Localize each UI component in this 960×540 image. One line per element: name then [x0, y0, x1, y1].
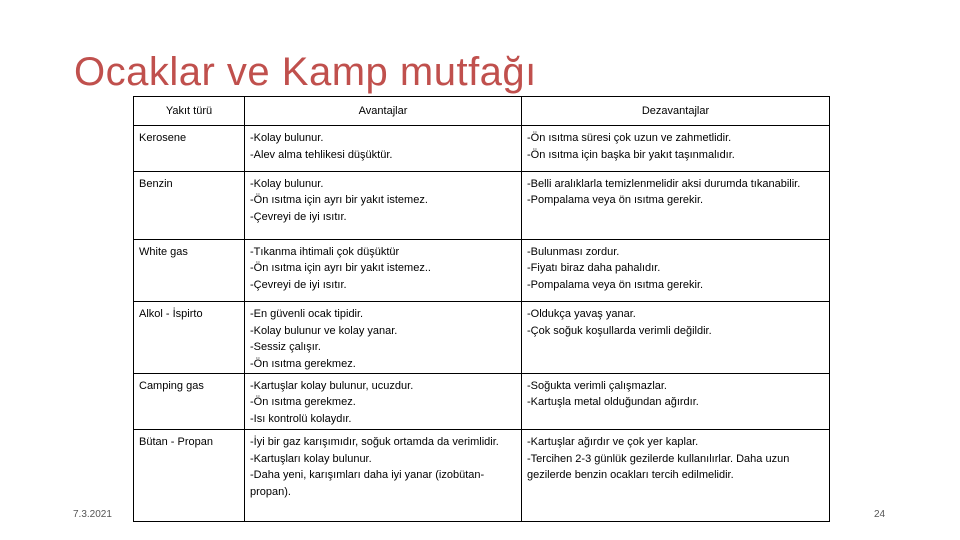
disadvantage-item: -Oldukça yavaş yanar.: [527, 308, 636, 321]
advantages-cell: [245, 430, 522, 522]
advantage-item: -Ön ısıtma için ayrı bir yakıt istemez..: [250, 262, 431, 275]
table-row: [134, 239, 830, 301]
disadvantage-item: -Pompalama veya ön ısıtma gerekir.: [527, 278, 704, 291]
fuel-type-cell: Camping gas: [134, 373, 245, 429]
advantages-cell: [245, 373, 522, 429]
disadvantage-item: -Bulunması zordur.: [527, 245, 620, 258]
advantage-item: -Kolay bulunur.: [250, 132, 324, 145]
advantage-item: -Çevreyi de iyi ısıtır.: [250, 278, 347, 291]
advantage-item: -Kolay bulunur.: [250, 177, 324, 190]
disadvantages-cell: [522, 302, 830, 374]
table-row: [134, 302, 830, 374]
header-advantages: Avantajlar: [245, 97, 522, 126]
disadvantage-item: -Ön ısıtma süresi çok uzun ve zahmetlidir.: [527, 132, 732, 145]
advantage-item: -Kartuşlar kolay bulunur, ucuzdur.: [250, 379, 414, 392]
disadvantage-item: -Çok soğuk koşullarda verimli değildir.: [527, 324, 712, 337]
disadvantage-item: -Pompalama veya ön ısıtma gerekir.: [527, 194, 704, 207]
table-row: [134, 126, 830, 171]
advantage-item: -Ön ısıtma için ayrı bir yakıt istemez.: [250, 194, 428, 207]
disadvantage-item: -Belli aralıklarla temizlenmelidir aksi durumda tıkanabilir.: [527, 177, 801, 190]
table-body: [134, 126, 830, 522]
header-fuel-type: Yakıt türü: [134, 97, 245, 126]
disadvantage-item: -Kartuşlar ağırdır ve çok yer kaplar.: [527, 436, 699, 449]
fuel-type-cell: Kerosene: [134, 126, 245, 171]
advantage-item: -Ön ısıtma gerekmez.: [250, 396, 356, 409]
table-row: [134, 171, 830, 239]
disadvantages-cell: [522, 430, 830, 522]
disadvantage-item: -Soğukta verimli çalışmazlar.: [527, 379, 667, 392]
advantages-cell: [245, 126, 522, 171]
advantage-item: -İyi bir gaz karışımıdır, soğuk ortamda da verimlidir.: [250, 436, 499, 449]
fuel-type-cell: Benzin: [134, 171, 245, 239]
advantages-cell: [245, 302, 522, 374]
disadvantages-cell: [522, 373, 830, 429]
advantage-item: -Kartuşları kolay bulunur.: [250, 452, 372, 465]
slide-date: 7.3.2021: [73, 509, 112, 520]
disadvantage-item: -Ön ısıtma için başka bir yakıt taşınmalıdır.: [527, 148, 735, 161]
fuel-comparison-table: [133, 96, 830, 522]
advantage-item: -Çevreyi de iyi ısıtır.: [250, 210, 347, 223]
table-header-row: [134, 97, 830, 126]
advantage-item: -Alev alma tehlikesi düşüktür.: [250, 148, 393, 161]
advantage-item: -En güvenli ocak tipidir.: [250, 308, 364, 321]
fuel-type-cell: White gas: [134, 239, 245, 301]
disadvantages-cell: [522, 239, 830, 301]
fuel-type-cell: Alkol - İspirto: [134, 302, 245, 374]
advantage-item: -Daha yeni, karışımları daha iyi yanar (izobütan-propan).: [250, 469, 485, 498]
disadvantage-item: -Fiyatı biraz daha pahalıdır.: [527, 262, 661, 275]
advantages-cell: [245, 171, 522, 239]
disadvantages-cell: [522, 171, 830, 239]
advantage-item: -Kolay bulunur ve kolay yanar.: [250, 324, 398, 337]
advantage-item: -Tıkanma ihtimali çok düşüktür: [250, 245, 400, 258]
table-row: [134, 430, 830, 522]
advantages-cell: [245, 239, 522, 301]
disadvantage-item: -Kartuşla metal olduğundan ağırdır.: [527, 396, 699, 409]
advantage-item: -Ön ısıtma gerekmez.: [250, 357, 356, 370]
disadvantage-item: -Tercihen 2-3 günlük gezilerde kullanılırlar. Daha uzun gezilerde benzin ocakları tercih edilmelidir.: [527, 452, 790, 482]
advantage-item: -Sessiz çalışır.: [250, 341, 321, 354]
slide-title: Ocaklar ve Kamp mutfağı: [74, 50, 537, 94]
disadvantages-cell: [522, 126, 830, 171]
page-number: 24: [874, 509, 886, 520]
header-disadvantages: Dezavantajlar: [522, 97, 830, 126]
table-row: [134, 373, 830, 429]
advantage-item: -Isı kontrolü kolaydır.: [250, 412, 352, 425]
fuel-type-cell: Bütan - Propan: [134, 430, 245, 522]
